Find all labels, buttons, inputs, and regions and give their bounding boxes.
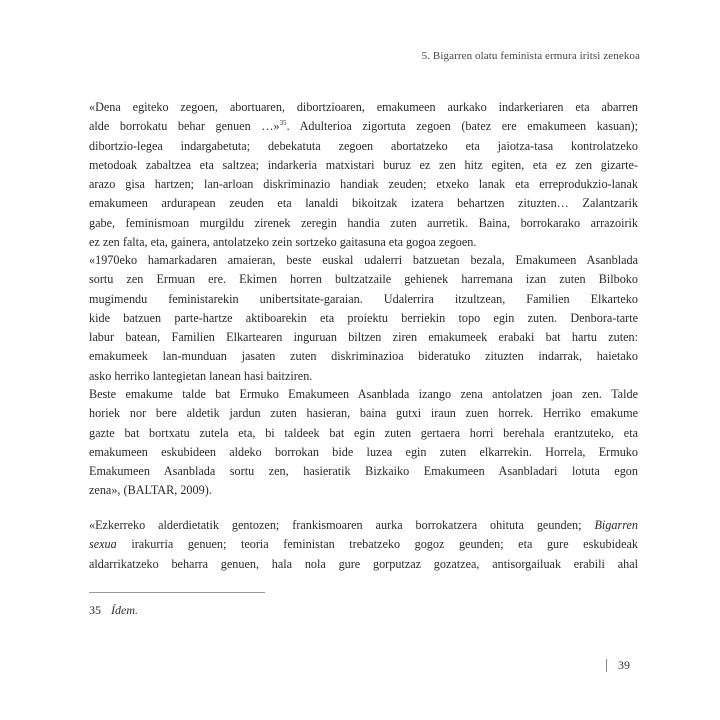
text-line: Beste emakume talde bat Ermuko Emakumeen Asanblada izango zena antolatzen joan zen. Talde	[89, 387, 638, 401]
paragraph-3	[89, 385, 638, 501]
text-line: mugimendu feministarekin unibertsitate-garaian. Udalerrira itzultzean, Familien Elkarteko	[89, 291, 638, 306]
text-span: irakurria genuen; teoria feministan trebatzeko gogoz geunden; eta gure eskubideak	[116, 537, 638, 552]
footnote-reference[interactable]: 35	[279, 119, 287, 128]
footnote	[89, 603, 138, 618]
text-line: «Dena egiteko zegoen, abortuaren, dibortzioaren, emakumeen aurkako indarkeriaren eta abarren	[89, 100, 638, 114]
running-header: 5. Bigarren olatu feminista ermura iritsi zenekoa	[421, 50, 640, 62]
text-line: emakumeen eskubideen aldeko borrokan bide luzea egin zuten elkarrekin. Horrela, Ermuko	[89, 444, 638, 459]
text-line: asko herriko lantegietan lanean hasi baitziren.	[89, 368, 313, 383]
book-title-italic: sexua	[89, 537, 117, 552]
text-line: sortu zen Ermuan ere. Ekimen horren bultzatzaile gehienek harremana izan zuten Bilboko	[89, 272, 638, 287]
footnote-divider	[89, 592, 265, 593]
paragraph-1	[89, 98, 638, 252]
text-line: emakumeen ardurapean zeuden eta lanaldi bikoitzak izatera behartzen zituzten… Zalantzarik	[89, 196, 638, 211]
text-line	[89, 516, 638, 535]
page-number: 39	[618, 658, 630, 672]
text-line	[89, 535, 638, 554]
text-line	[89, 117, 638, 136]
paragraph-4	[89, 516, 638, 574]
text-line: Emakumeen Asanblada sortu zen, hasieratik Bizkaiko Emakumeen Asanbladari lotuta egon	[89, 464, 638, 479]
text-span: alde borrokatu behar genuen …»	[89, 119, 280, 134]
text-line: horiek nor bere aldetik jardun zuten hasieran, baina gutxi iraun zuen horrek. Herriko emakume	[89, 406, 638, 421]
text-span: . Adulterioa zigortuta zegoen (batez ere emakumeen kasuan);	[286, 119, 638, 134]
text-line: «1970eko hamarkadaren amaieran, beste euskal udalerri batzuetan bezala, Emakumeen Asanblada	[89, 253, 638, 267]
text-line: emakumeek lan-munduan jasaten zuten diskriminazioa bideratuko zituzten indarrak, haietako	[89, 349, 638, 364]
paragraph-2	[89, 251, 638, 386]
footnote-number: 35	[89, 603, 101, 617]
text-line: gabe, feminismoan murgildu zirenek zeregin handia zuten aurretik. Baina, borrokarako arrazoirik	[89, 215, 638, 230]
footnote-text: Ídem.	[111, 603, 138, 617]
page-number-divider	[606, 659, 607, 672]
text-span: «Ezkerreko alderdietatik gentozen; frankismoaren aurka borrokatzera ohituta geunden;	[89, 518, 595, 532]
text-line: aldarrikatzeko beharra genuen, hala nola gure gorputzaz gozatzea, antisorgailuak erabili ahal	[89, 556, 638, 571]
text-line: ez zen falta, eta, gainera, antolatzeko zein sortzeko gaitasuna eta gogoa zegoen.	[89, 235, 477, 250]
text-line: metodoak zabaltzea eta saltzea; indarkeria matxistari buruz ez zen hitz egiten, eta ez zen gizarte-	[89, 157, 638, 172]
text-line: arazo gisa hartzen; lan-arloan diskriminazio handiak zeuden; etxeko lanak eta erreprodukzio-lanak	[89, 177, 638, 192]
text-line: labur batean, Familien Elkartearen inguruan biltzen ziren emakumeek erabaki bat hartu zuten:	[89, 330, 638, 345]
text-line: gazte bat bortxatu zutela eta, bi taldeek bat egin zuten gertaera horri berehala erantzuteko, eta	[89, 425, 638, 440]
text-line: kide batzuen parte-hartze aktiboarekin eta proiektu berriekin topo egin zuten. Denbora-tarte	[89, 310, 638, 325]
book-title-italic: Bigarren	[594, 518, 638, 532]
text-line: dibortzio-legea indargabetuta; debekatuta zegoen abortatzeko eta jaiotza-tasa kontrolatzeko	[89, 138, 638, 153]
text-line: zena», (BALTAR, 2009).	[89, 483, 212, 498]
